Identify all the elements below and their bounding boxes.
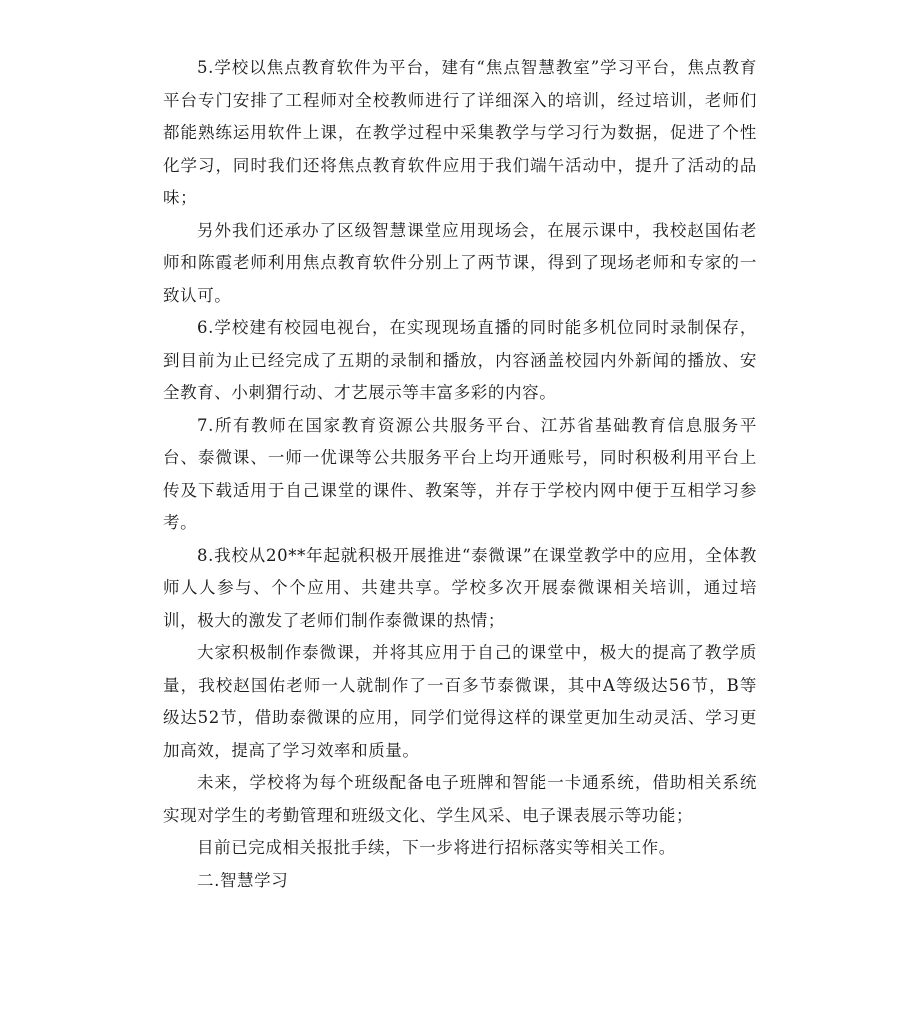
paragraph-micro-lesson-results: 大家积极制作泰微课，并将其应用于自己的课堂中，极大的提高了教学质量，我校赵国佑老师一人就制作了一百多节泰微课，其中A等级达56节，B等级达52节，借助泰微课的应用，同学们觉得这样的课堂更加生动灵活、学习更加高效，提高了学习效率和质量。 xyxy=(163,643,757,760)
document-body xyxy=(163,52,757,897)
paragraph-item-7: 7.所有教师在国家教育资源公共服务平台、江苏省基础教育信息服务平台、泰微课、一师一优课等公共服务平台上均开通账号，同时积极利用平台上传及下载适用于自己课堂的课件、教案等，并存于学校内网中便于互相学习参考。 xyxy=(163,415,757,532)
section-heading: 二.智慧学习 xyxy=(197,870,289,890)
paragraph-item-8: 8.我校从20**年起就积极开展推进“泰微课”在课堂教学中的应用，全体教师人人参与、个个应用、共建共享。学校多次开展泰微课相关培训，通过培训，极大的激发了老师们制作泰微课的热情； xyxy=(163,545,757,630)
paragraph-future-plans: 未来，学校将为每个班级配备电子班牌和智能一卡通系统，借助相关系统实现对学生的考勤管理和班级文化、学生风采、电子课表展示等功能； xyxy=(163,773,757,825)
paragraph-item-6: 6.学校建有校园电视台，在实现现场直播的同时能多机位同时录制保存，到目前为止已经完成了五期的录制和播放，内容涵盖校园内外新闻的播放、安全教育、小刺猬行动、才艺展示等丰富多彩的内容。 xyxy=(163,318,757,402)
paragraph-next-steps: 目前已完成相关报批手续，下一步将进行招标落实等相关工作。 xyxy=(197,838,676,857)
paragraph-smart-classroom-event: 另外我们还承办了区级智慧课堂应用现场会，在展示课中，我校赵国佑老师和陈霞老师利用焦点教育软件分别上了两节课，得到了现场老师和专家的一致认可。 xyxy=(163,220,757,305)
paragraph-item-5: 5.学校以焦点教育软件为平台，建有“焦点智慧教室”学习平台，焦点教育平台专门安排了工程师对全校教师进行了详细深入的培训，经过培训，老师们都能熟练运用软件上课，在教学过程中采集教学与学习行为数据，促进了个性化学习，同时我们还将焦点教育软件应用于我们端午活动中，提升了活动的品味； xyxy=(163,58,757,207)
